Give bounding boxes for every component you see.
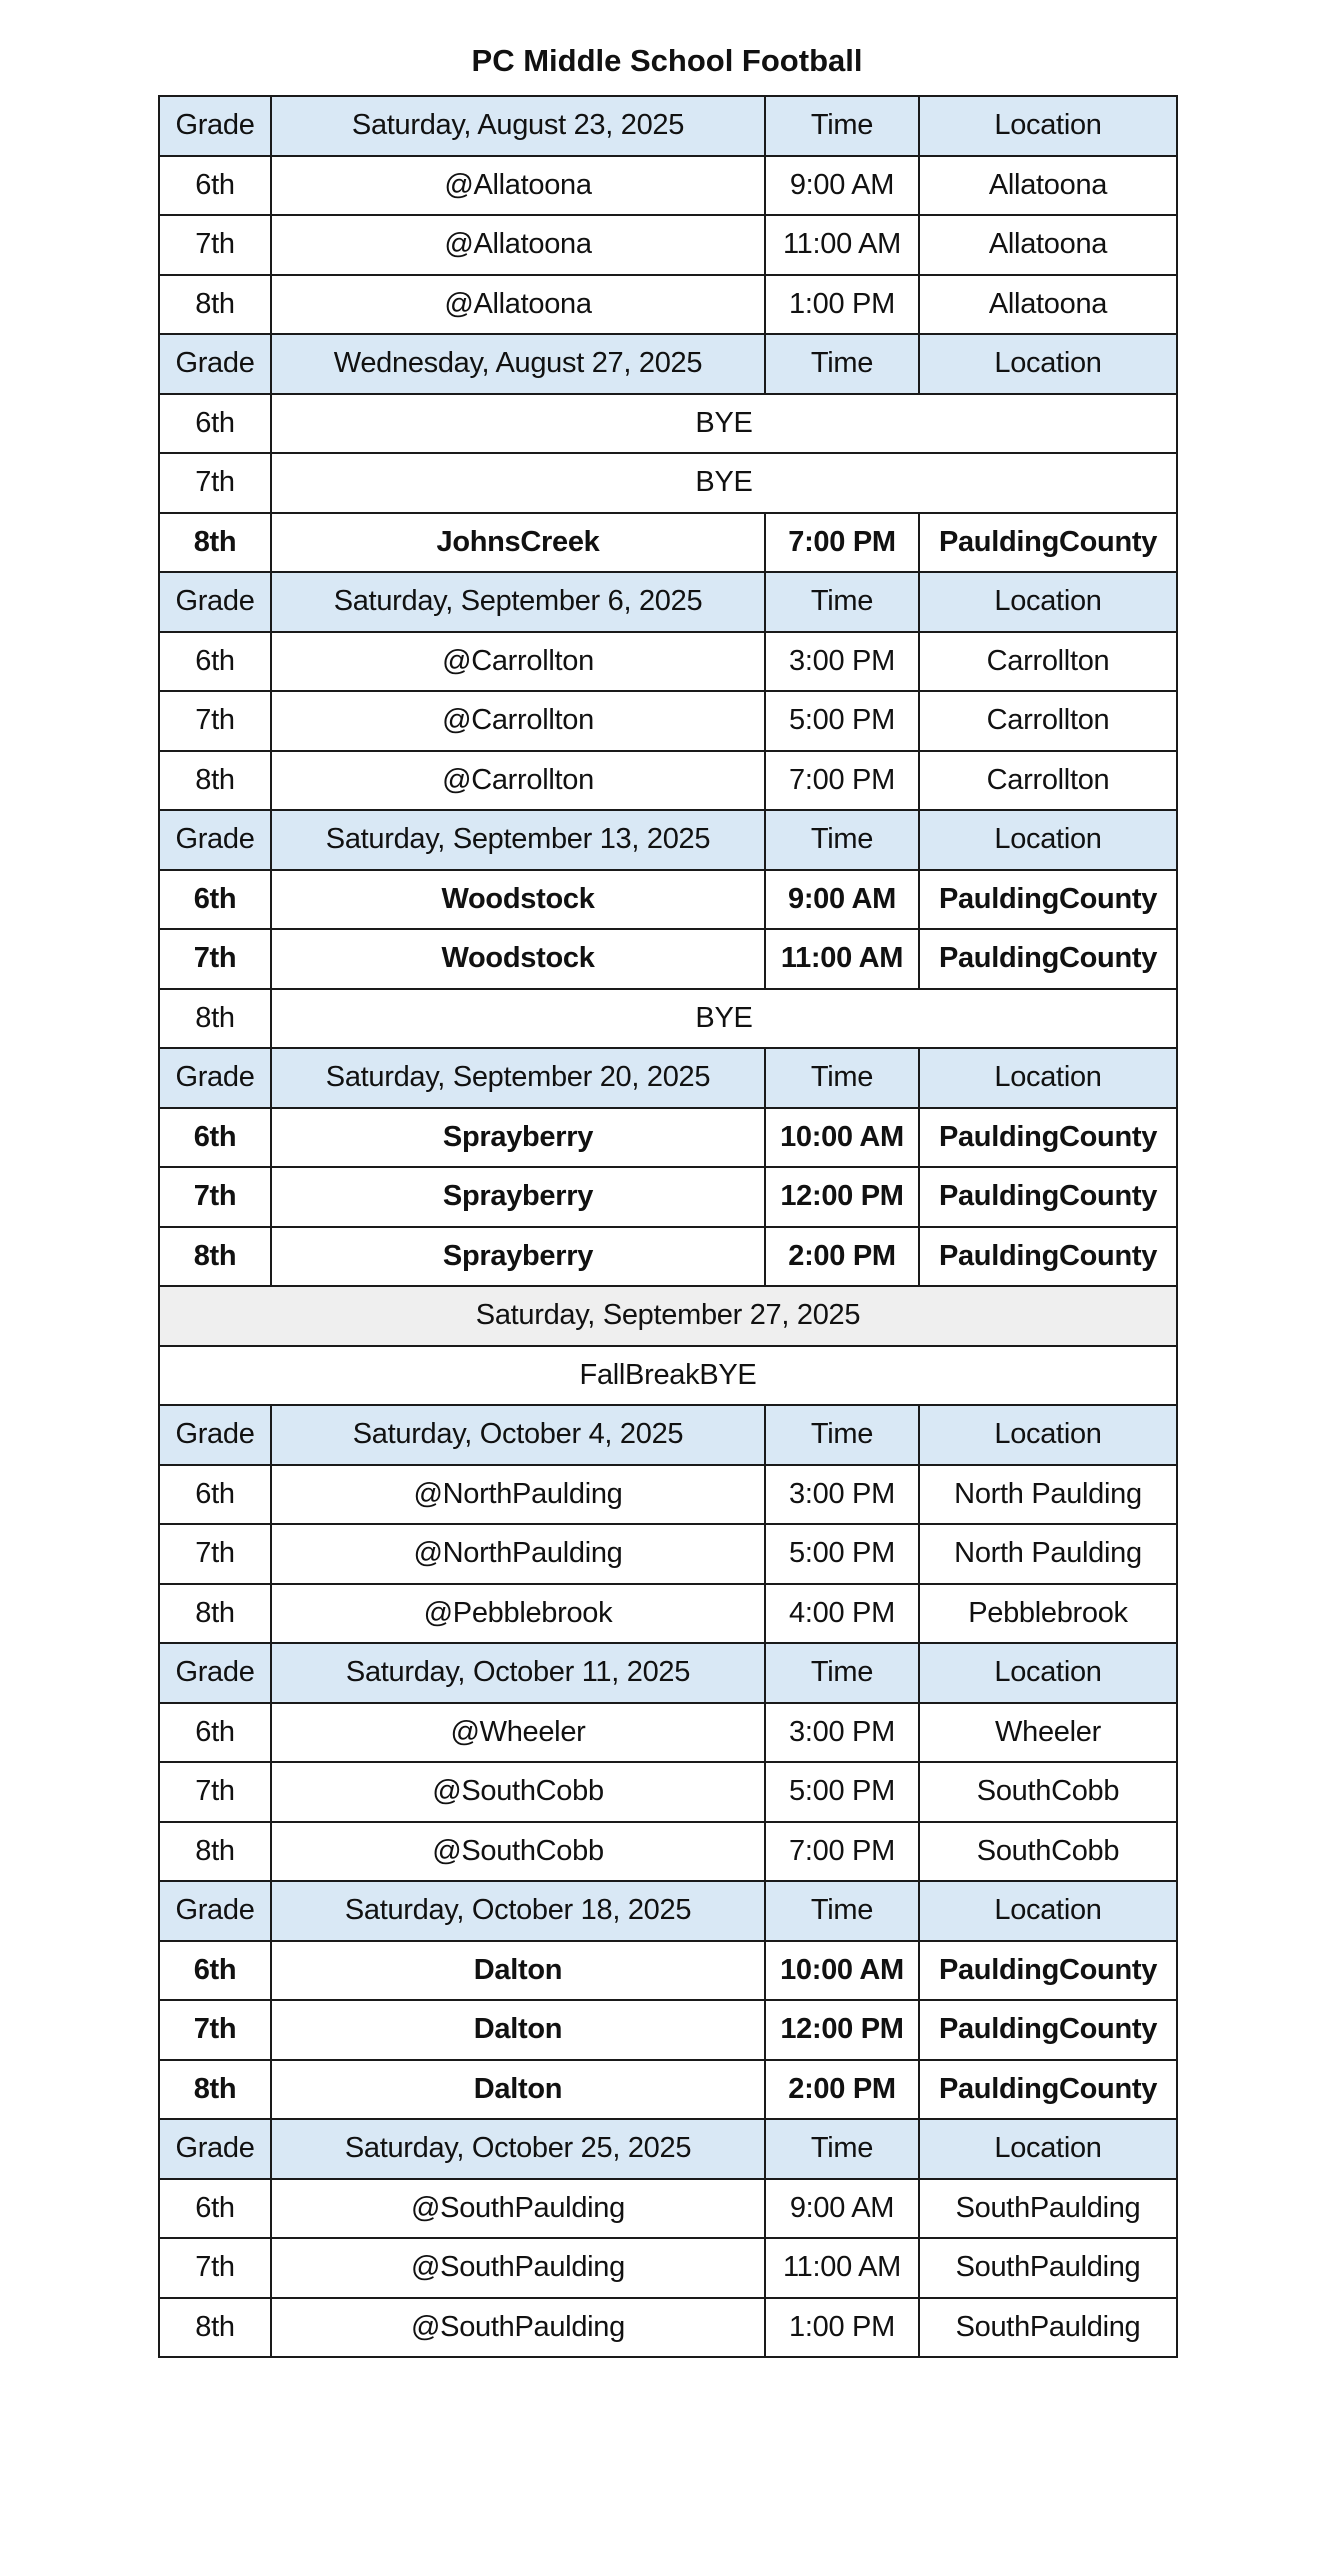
location-header: Location (919, 2119, 1177, 2179)
grade-header: Grade (159, 1881, 271, 1941)
date-header: Saturday, September 13, 2025 (271, 810, 765, 870)
location-cell: Allatoona (919, 156, 1177, 216)
location-cell: Carrollton (919, 691, 1177, 751)
game-row (159, 2000, 1177, 2060)
game-row (159, 2298, 1177, 2358)
grade-cell: 6th (159, 2179, 271, 2239)
section-header-row (159, 1643, 1177, 1703)
location-cell: SouthCobb (919, 1762, 1177, 1822)
time-cell: 2:00 PM (765, 2060, 919, 2120)
game-row (159, 394, 1177, 454)
grade-header: Grade (159, 2119, 271, 2179)
time-cell: 10:00 AM (765, 1108, 919, 1168)
time-cell: 5:00 PM (765, 691, 919, 751)
location-cell: PauldingCounty (919, 1227, 1177, 1287)
grade-cell: 6th (159, 156, 271, 216)
special-date: Saturday, September 27, 2025 (159, 1286, 1177, 1346)
opponent-cell: Dalton (271, 2060, 765, 2120)
date-header: Saturday, October 4, 2025 (271, 1405, 765, 1465)
special-note: FallBreakBYE (159, 1346, 1177, 1406)
time-cell: 5:00 PM (765, 1762, 919, 1822)
time-cell: 3:00 PM (765, 632, 919, 692)
time-header: Time (765, 334, 919, 394)
game-row (159, 1941, 1177, 2001)
location-header: Location (919, 1881, 1177, 1941)
time-cell: 9:00 AM (765, 156, 919, 216)
grade-cell: 6th (159, 870, 271, 930)
schedule-table (158, 95, 1178, 2358)
time-cell: 12:00 PM (765, 2000, 919, 2060)
location-cell: North Paulding (919, 1524, 1177, 1584)
location-cell: PauldingCounty (919, 1167, 1177, 1227)
location-cell: PauldingCounty (919, 1108, 1177, 1168)
location-cell: Carrollton (919, 751, 1177, 811)
page-title: PC Middle School Football (471, 43, 863, 78)
grade-cell: 7th (159, 215, 271, 275)
location-cell: PauldingCounty (919, 513, 1177, 573)
game-row (159, 2238, 1177, 2298)
grade-cell: 7th (159, 2238, 271, 2298)
game-row (159, 275, 1177, 335)
grade-cell: 8th (159, 2060, 271, 2120)
section-header-row (159, 1881, 1177, 1941)
game-row (159, 989, 1177, 1049)
opponent-cell: @SouthCobb (271, 1762, 765, 1822)
grade-cell: 6th (159, 1465, 271, 1525)
section-header-row (159, 572, 1177, 632)
opponent-cell: @SouthPaulding (271, 2179, 765, 2239)
date-header: Saturday, October 11, 2025 (271, 1643, 765, 1703)
game-row (159, 453, 1177, 513)
opponent-cell: @Carrollton (271, 751, 765, 811)
location-cell: Allatoona (919, 275, 1177, 335)
grade-cell: 6th (159, 1108, 271, 1168)
location-cell: Pebblebrook (919, 1584, 1177, 1644)
opponent-cell: Woodstock (271, 929, 765, 989)
grade-header: Grade (159, 334, 271, 394)
location-cell: SouthPaulding (919, 2298, 1177, 2358)
time-cell: 7:00 PM (765, 1822, 919, 1882)
grade-cell: 7th (159, 2000, 271, 2060)
game-row (159, 2179, 1177, 2239)
location-header: Location (919, 96, 1177, 156)
game-row (159, 870, 1177, 930)
location-cell: SouthPaulding (919, 2179, 1177, 2239)
bye-cell: BYE (271, 989, 1177, 1049)
opponent-cell: @SouthCobb (271, 1822, 765, 1882)
game-row (159, 1167, 1177, 1227)
grade-header: Grade (159, 96, 271, 156)
location-cell: SouthCobb (919, 1822, 1177, 1882)
time-cell: 11:00 AM (765, 215, 919, 275)
section-header-row (159, 1048, 1177, 1108)
location-header: Location (919, 810, 1177, 870)
time-cell: 5:00 PM (765, 1524, 919, 1584)
grade-cell: 8th (159, 1584, 271, 1644)
date-header: Saturday, September 6, 2025 (271, 572, 765, 632)
location-header: Location (919, 1643, 1177, 1703)
grade-cell: 7th (159, 1762, 271, 1822)
game-row (159, 691, 1177, 751)
grade-cell: 8th (159, 2298, 271, 2358)
game-row (159, 751, 1177, 811)
game-row (159, 1584, 1177, 1644)
grade-cell: 7th (159, 1167, 271, 1227)
location-header: Location (919, 334, 1177, 394)
date-header: Saturday, September 20, 2025 (271, 1048, 765, 1108)
time-cell: 2:00 PM (765, 1227, 919, 1287)
time-cell: 9:00 AM (765, 870, 919, 930)
time-header: Time (765, 1048, 919, 1108)
location-cell: SouthPaulding (919, 2238, 1177, 2298)
location-cell: PauldingCounty (919, 2000, 1177, 2060)
grade-cell: 8th (159, 275, 271, 335)
game-row (159, 1822, 1177, 1882)
opponent-cell: @NorthPaulding (271, 1524, 765, 1584)
grade-header: Grade (159, 1048, 271, 1108)
special-note-row (159, 1346, 1177, 1406)
bye-cell: BYE (271, 453, 1177, 513)
game-row (159, 1703, 1177, 1763)
grade-cell: 8th (159, 751, 271, 811)
section-header-row (159, 334, 1177, 394)
grade-header: Grade (159, 1643, 271, 1703)
grade-cell: 7th (159, 1524, 271, 1584)
opponent-cell: @Allatoona (271, 215, 765, 275)
time-header: Time (765, 1405, 919, 1465)
date-header: Saturday, August 23, 2025 (271, 96, 765, 156)
time-cell: 3:00 PM (765, 1703, 919, 1763)
grade-cell: 8th (159, 989, 271, 1049)
location-cell: PauldingCounty (919, 870, 1177, 930)
opponent-cell: @Allatoona (271, 156, 765, 216)
grade-cell: 6th (159, 1941, 271, 2001)
location-cell: Carrollton (919, 632, 1177, 692)
game-row (159, 1108, 1177, 1168)
game-row (159, 1762, 1177, 1822)
grade-cell: 7th (159, 691, 271, 751)
time-cell: 1:00 PM (765, 2298, 919, 2358)
grade-cell: 7th (159, 929, 271, 989)
game-row (159, 1465, 1177, 1525)
opponent-cell: @Wheeler (271, 1703, 765, 1763)
game-row (159, 1227, 1177, 1287)
time-header: Time (765, 96, 919, 156)
opponent-cell: @Carrollton (271, 632, 765, 692)
location-header: Location (919, 1048, 1177, 1108)
opponent-cell: @Pebblebrook (271, 1584, 765, 1644)
opponent-cell: Sprayberry (271, 1167, 765, 1227)
opponent-cell: @Allatoona (271, 275, 765, 335)
time-cell: 9:00 AM (765, 2179, 919, 2239)
grade-cell: 8th (159, 513, 271, 573)
location-cell: PauldingCounty (919, 929, 1177, 989)
game-row (159, 2060, 1177, 2120)
time-header: Time (765, 1881, 919, 1941)
location-cell: PauldingCounty (919, 2060, 1177, 2120)
schedule-body (159, 96, 1177, 2357)
location-header: Location (919, 572, 1177, 632)
section-header-row (159, 96, 1177, 156)
game-row (159, 1524, 1177, 1584)
section-header-row (159, 1405, 1177, 1465)
grade-cell: 8th (159, 1822, 271, 1882)
grade-header: Grade (159, 810, 271, 870)
time-cell: 7:00 PM (765, 751, 919, 811)
section-header-row (159, 2119, 1177, 2179)
opponent-cell: @SouthPaulding (271, 2298, 765, 2358)
grade-header: Grade (159, 1405, 271, 1465)
time-header: Time (765, 2119, 919, 2179)
time-header: Time (765, 810, 919, 870)
time-cell: 10:00 AM (765, 1941, 919, 2001)
opponent-cell: JohnsCreek (271, 513, 765, 573)
time-cell: 12:00 PM (765, 1167, 919, 1227)
game-row (159, 156, 1177, 216)
special-date-row (159, 1286, 1177, 1346)
location-cell: PauldingCounty (919, 1941, 1177, 2001)
time-cell: 1:00 PM (765, 275, 919, 335)
date-header: Wednesday, August 27, 2025 (271, 334, 765, 394)
time-cell: 3:00 PM (765, 1465, 919, 1525)
time-header: Time (765, 1643, 919, 1703)
date-header: Saturday, October 18, 2025 (271, 1881, 765, 1941)
bye-cell: BYE (271, 394, 1177, 454)
section-header-row (159, 810, 1177, 870)
time-cell: 4:00 PM (765, 1584, 919, 1644)
grade-cell: 6th (159, 632, 271, 692)
date-header: Saturday, October 25, 2025 (271, 2119, 765, 2179)
location-header: Location (919, 1405, 1177, 1465)
opponent-cell: Woodstock (271, 870, 765, 930)
grade-header: Grade (159, 572, 271, 632)
opponent-cell: @SouthPaulding (271, 2238, 765, 2298)
grade-cell: 8th (159, 1227, 271, 1287)
location-cell: North Paulding (919, 1465, 1177, 1525)
game-row (159, 632, 1177, 692)
opponent-cell: Dalton (271, 1941, 765, 2001)
grade-cell: 7th (159, 453, 271, 513)
location-cell: Allatoona (919, 215, 1177, 275)
grade-cell: 6th (159, 1703, 271, 1763)
opponent-cell: Sprayberry (271, 1108, 765, 1168)
grade-cell: 6th (159, 394, 271, 454)
opponent-cell: Dalton (271, 2000, 765, 2060)
game-row (159, 929, 1177, 989)
time-cell: 11:00 AM (765, 929, 919, 989)
time-header: Time (765, 572, 919, 632)
opponent-cell: @NorthPaulding (271, 1465, 765, 1525)
game-row (159, 215, 1177, 275)
opponent-cell: @Carrollton (271, 691, 765, 751)
opponent-cell: Sprayberry (271, 1227, 765, 1287)
time-cell: 7:00 PM (765, 513, 919, 573)
game-row (159, 513, 1177, 573)
time-cell: 11:00 AM (765, 2238, 919, 2298)
location-cell: Wheeler (919, 1703, 1177, 1763)
